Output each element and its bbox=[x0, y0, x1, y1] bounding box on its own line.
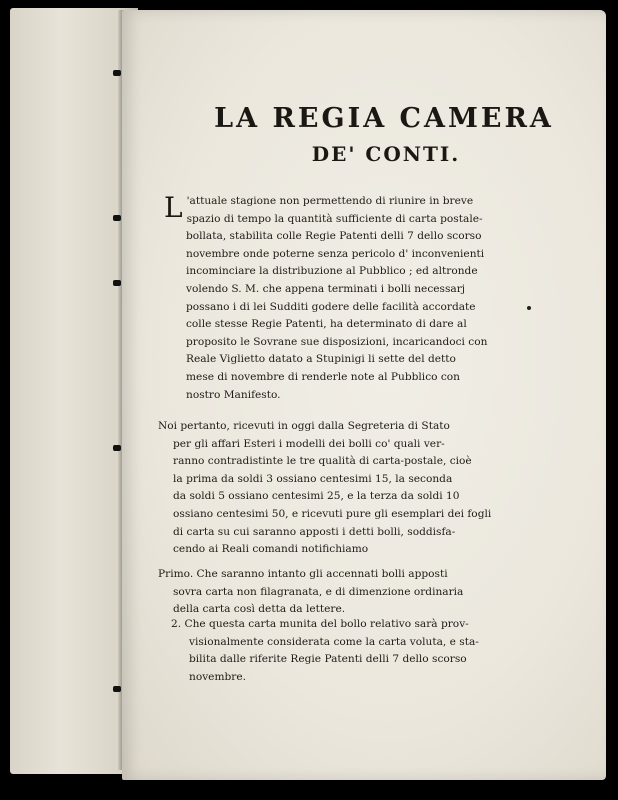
text-line: ranno contradistinte le tre qualità di carta-postale, cioè bbox=[173, 455, 472, 468]
stitch-hole bbox=[113, 280, 121, 286]
text-line: della carta così detta da lettere. bbox=[173, 603, 346, 616]
text-line: ossiano centesimi 50, e ricevuti pure gli esemplari dei fogli bbox=[173, 507, 492, 520]
item-primo bbox=[158, 566, 598, 619]
text-line: possano i di lei Sudditi godere delle facilità accordate bbox=[186, 300, 476, 313]
item-secondo bbox=[171, 616, 601, 686]
document-title: LA REGIA CAMERA bbox=[214, 103, 554, 134]
ink-spot bbox=[527, 306, 531, 310]
text-line: Noi pertanto, ricevuti in oggi dalla Segreteria di Stato bbox=[158, 420, 450, 432]
stitch-hole bbox=[113, 70, 121, 76]
stitch-hole bbox=[113, 215, 121, 221]
text-line: 2. Che questa carta munita del bollo relativo sarà prov- bbox=[171, 618, 469, 630]
text-line: Reale Viglietto datato a Stupinigi li sette del detto bbox=[186, 353, 456, 366]
text-line: proposito le Sovrane sue disposizioni, incaricandoci con bbox=[186, 335, 488, 348]
text-line: da soldi 5 ossiano centesimi 25, e la terza da soldi 10 bbox=[173, 490, 460, 503]
text-line: nostro Manifesto. bbox=[186, 388, 281, 401]
paragraph-notice bbox=[158, 418, 598, 559]
document-page bbox=[122, 10, 606, 780]
text-line: volendo S. M. che appena terminati i bolli necessarj bbox=[186, 282, 466, 295]
text-line: sovra carta non filagranata, e di dimenzione ordinaria bbox=[173, 585, 464, 598]
text-line: novembre onde poterne senza pericolo d' inconvenienti bbox=[186, 247, 485, 260]
text-line: cendo ai Reali comandi notifichiamo bbox=[173, 543, 369, 556]
drop-cap: L bbox=[164, 191, 183, 224]
text-line: di carta su cui saranno apposti i detti bolli, soddisfa- bbox=[173, 525, 456, 538]
text-line: la prima da soldi 3 ossiano centesimi 15, la seconda bbox=[173, 472, 453, 485]
text-line: incominciare la distribuzione al Pubblico ; ed altronde bbox=[186, 265, 478, 278]
stitch-hole bbox=[113, 445, 121, 451]
text-line: novembre. bbox=[189, 670, 246, 683]
text-line: colle stesse Regie Patenti, ha determinato di dare al bbox=[186, 318, 467, 331]
text-line: Primo. Che saranno intanto gli accennati bolli apposti bbox=[158, 568, 448, 580]
text-line: per gli affari Esteri i modelli dei bolli co' quali ver- bbox=[173, 437, 445, 450]
text-line: bollata, stabilita colle Regie Patenti delli 7 dello scorso bbox=[186, 230, 482, 243]
stitch-hole bbox=[113, 686, 121, 692]
text-line: visionalmente considerata come la carta voluta, e sta- bbox=[189, 635, 479, 648]
text-line: bilita dalle riferite Regie Patenti delli 7 dello scorso bbox=[189, 653, 467, 666]
text-line: mese di novembre di renderle note al Pubblico con bbox=[186, 370, 461, 383]
text-line: spazio di tempo la quantità sufficiente di carta postale- bbox=[186, 212, 483, 225]
text-line: 'attuale stagione non permettendo di riunire in breve bbox=[186, 195, 474, 207]
document-subtitle: DE' CONTI. bbox=[311, 142, 461, 166]
paragraph-intro bbox=[164, 193, 604, 404]
